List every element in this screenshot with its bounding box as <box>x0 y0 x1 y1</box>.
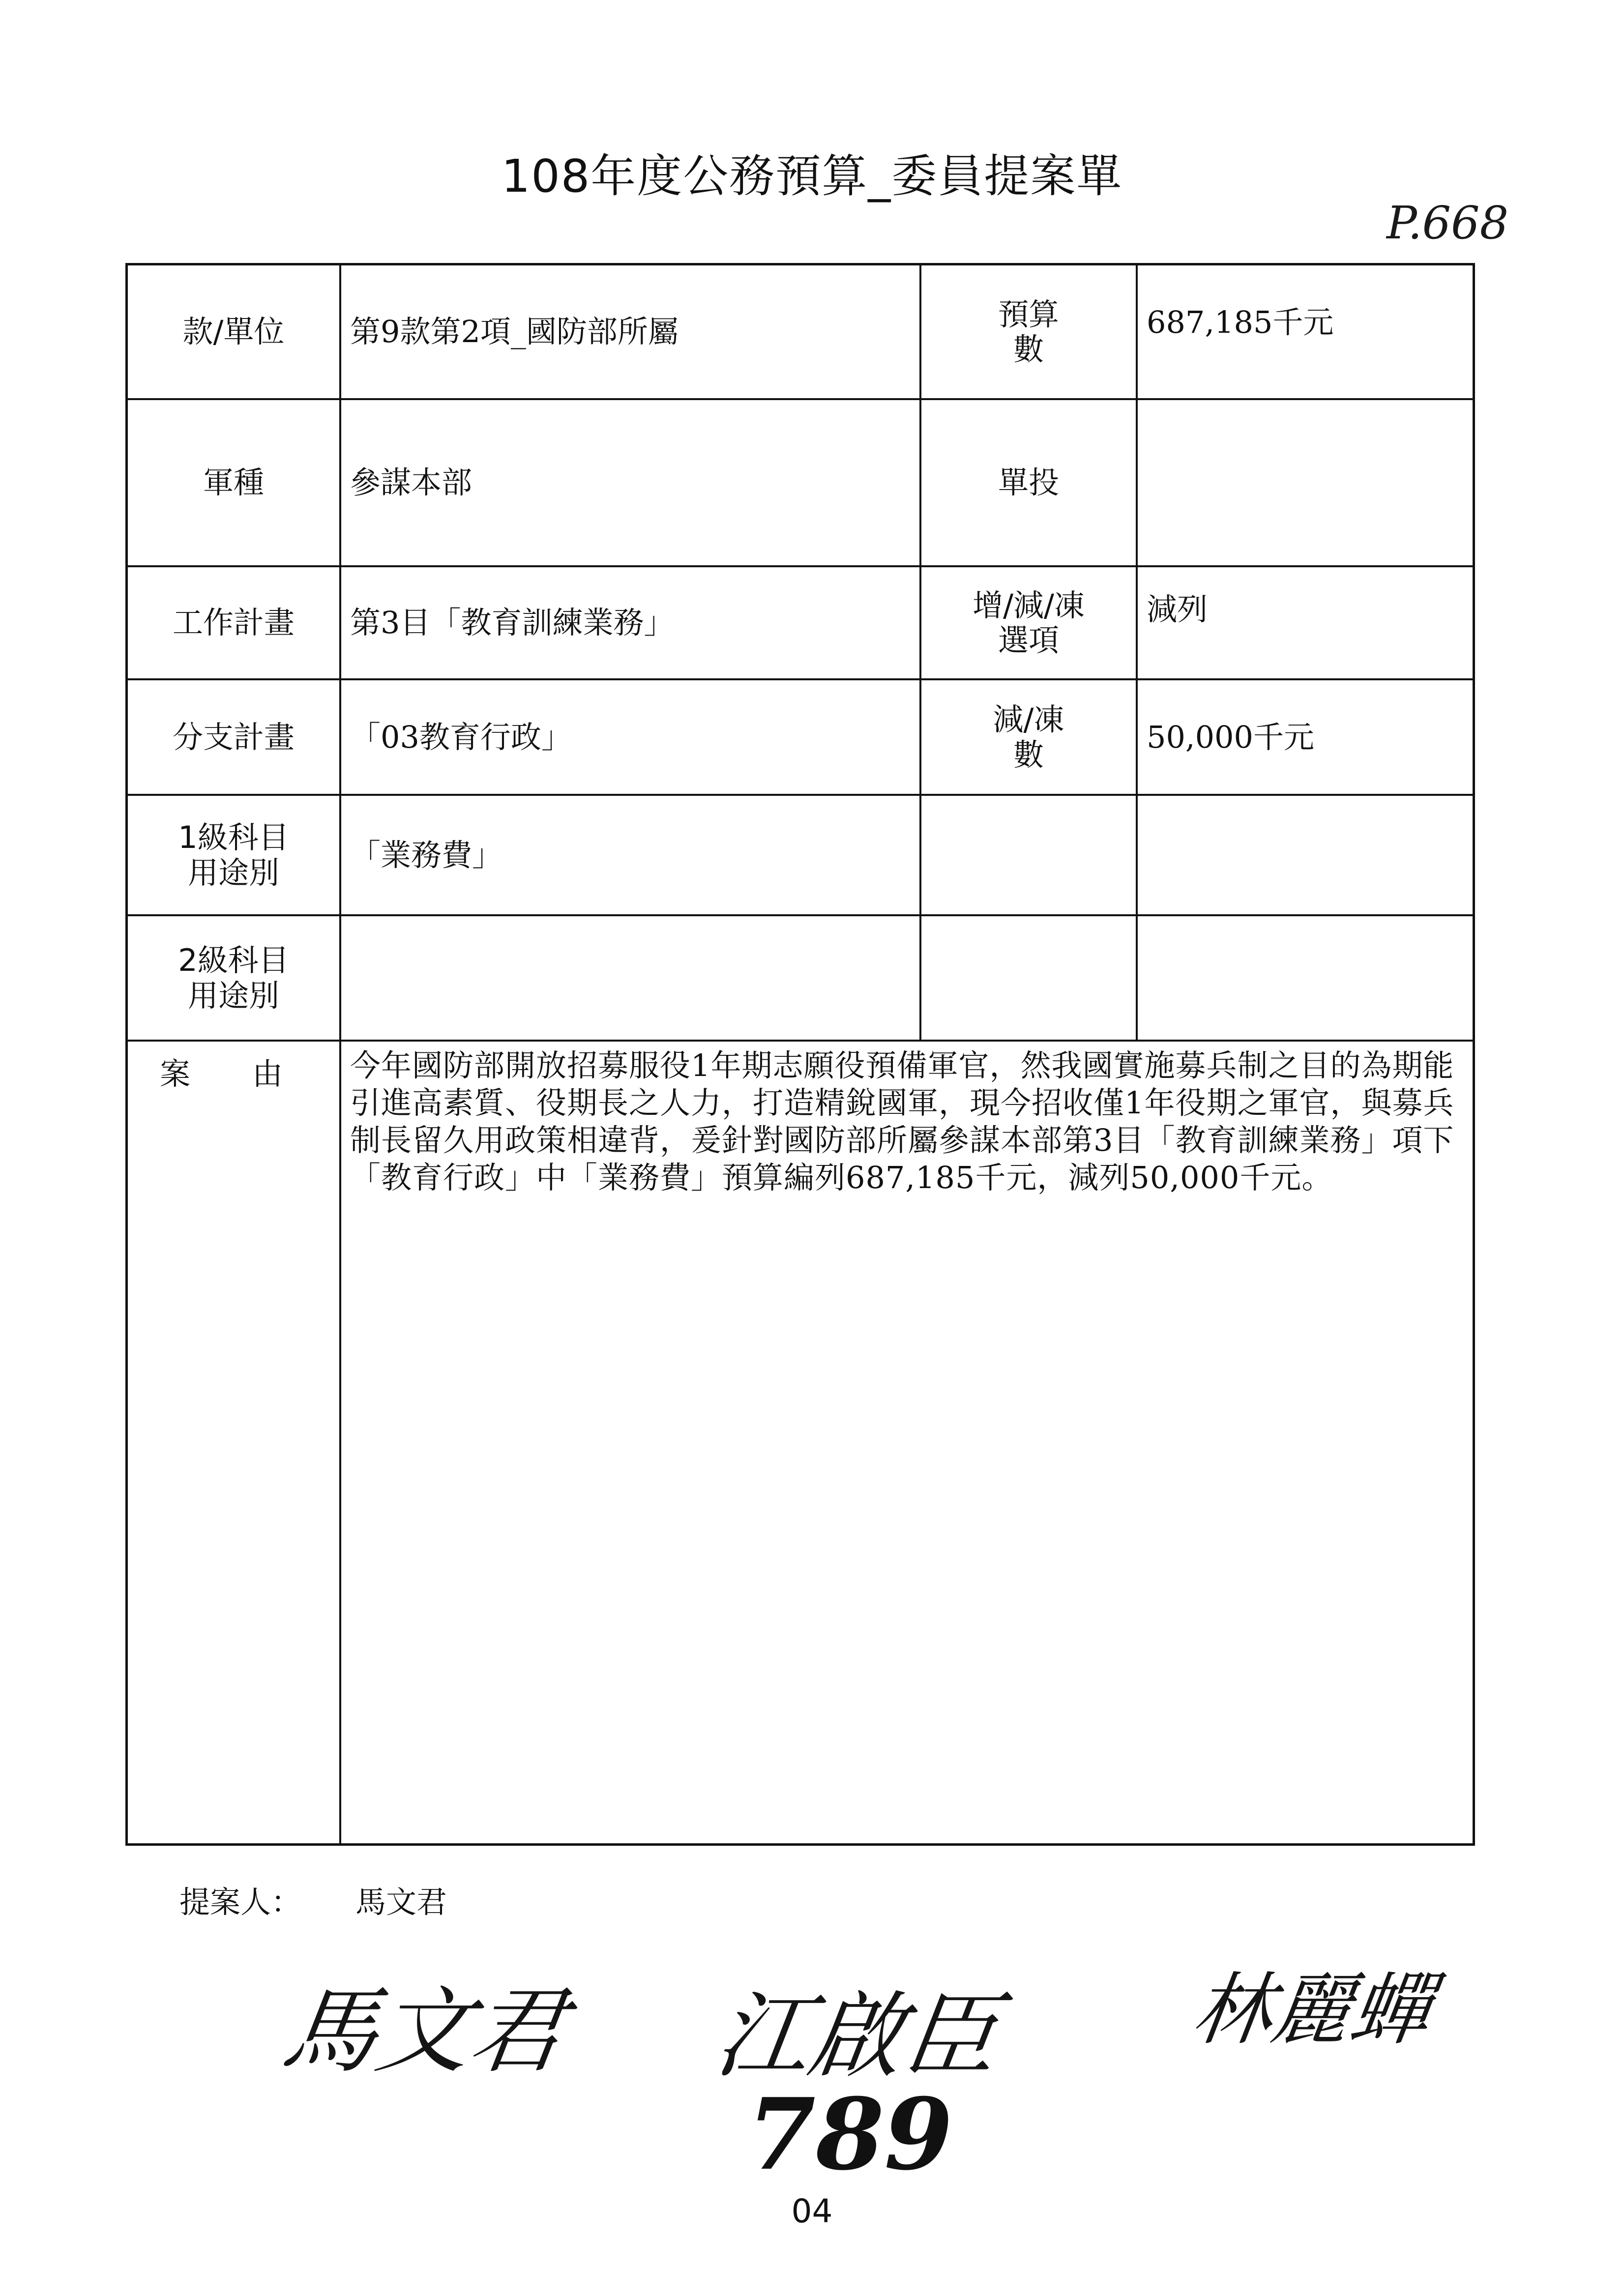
proposer-line <box>179 1878 447 1921</box>
proposer-label: 提案人： <box>179 1884 302 1920</box>
label-work-plan: 工作計畫 <box>172 605 295 641</box>
label-branch: 軍種 <box>203 465 264 501</box>
label-branch-plan: 分支計畫 <box>172 719 295 755</box>
value-branch: 參謀本部 <box>350 465 472 501</box>
reason-label <box>125 1049 317 1093</box>
value-row6-col4 <box>1138 916 1472 1040</box>
label-level2-subject: 2級科目 用途別 <box>178 942 289 1014</box>
value-work-plan: 第3目「教育訓練業務」 <box>350 605 675 641</box>
label-adjust-option: 增/減/凍 選項 <box>973 587 1085 658</box>
form-title: 108年度公務預算_委員提案單 <box>501 150 1123 203</box>
signature-1: 馬文君 <box>276 1977 572 2086</box>
label-row6-col3 <box>921 916 1136 1040</box>
page-number: 04 <box>791 2192 833 2230</box>
proposer-name: 馬文君 <box>355 1884 447 1920</box>
reason-text: 今年國防部開放招募服役1年期志願役預備軍官，然我國實施募兵制之目的為期能引進高素質、役期長之人力，打造精銳國軍，現今招收僅1年役期之軍官，與募兵制長留久用政策相違背，爰針對國防部所屬參謀本部第3目「教育訓練業務」項下「教育行政」中「業務費」預算編列687,185千元，減列50,000千元。 <box>350 1047 1454 1195</box>
value-level2-subject <box>341 916 919 1040</box>
handwritten-number: 789 <box>747 2077 953 2192</box>
label-reduce-amount: 減/凍 數 <box>993 701 1064 773</box>
reason-label-char: 由 <box>252 1056 283 1092</box>
value-military-vote <box>1138 400 1472 565</box>
value-reduce-amount: 50,000千元 <box>1147 719 1314 755</box>
value-level1-subject: 「業務費」 <box>350 837 503 873</box>
value-adjust-option: 減列 <box>1147 591 1208 627</box>
value-unit: 第9款第2項_國防部所屬 <box>350 314 679 350</box>
reason-label-char: 案 <box>160 1056 191 1092</box>
label-level1-subject: 1級科目 用途別 <box>178 819 289 891</box>
row-divider <box>128 1040 1473 1042</box>
value-row5-col4 <box>1138 796 1472 914</box>
value-branch-plan: 「03教育行政」 <box>350 719 572 755</box>
signature-2: 江啟臣 <box>709 1982 1005 2091</box>
label-military-vote: 單投 <box>998 465 1059 501</box>
value-budget-amount: 687,185千元 <box>1147 304 1334 340</box>
page-mark: P.668 <box>1387 197 1509 249</box>
label-row5-col3 <box>921 796 1136 914</box>
label-budget-amount: 預算 數 <box>998 296 1059 367</box>
signature-3: 林麗蟬 <box>1187 1964 1437 2056</box>
label-unit: 款/單位 <box>182 314 285 350</box>
